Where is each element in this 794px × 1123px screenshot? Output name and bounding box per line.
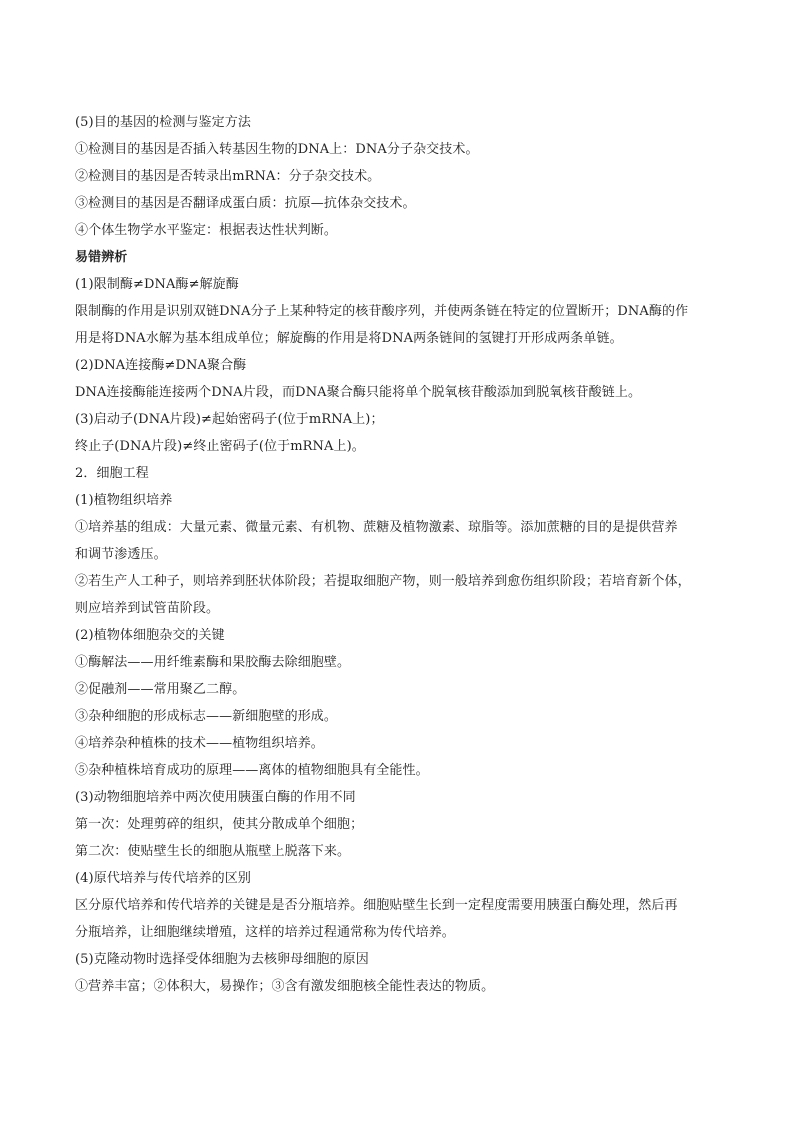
heading-error-analysis: 易错辨析 bbox=[75, 250, 128, 265]
text-line: ③杂种细胞的形成标志——新细胞壁的形成。 bbox=[75, 709, 338, 724]
text-line: ②促融剂——常用聚乙二醇。 bbox=[75, 682, 246, 697]
text-line: DNA连接酶能连接两个DNA片段，而DNA聚合酶只能将单个脱氧核苷酸添加到脱氧核苷酸链上。 bbox=[75, 385, 642, 400]
subheading: (2)植物体细胞杂交的关键 bbox=[75, 628, 225, 643]
text-line: 区分原代培养和传代培养的关键是是否分瓶培养。细胞贴壁生长到一定程度需要用胰蛋白酶处理，然后再 bbox=[75, 898, 678, 913]
text-line: ②检测目的基因是否转录出mRNA：分子杂交技术。 bbox=[75, 169, 381, 184]
text-line: ③检测目的基因是否翻译成蛋白质：抗原—抗体杂交技术。 bbox=[75, 196, 416, 211]
subheading: (1)限制酶≠DNA酶≠解旋酶 bbox=[75, 277, 239, 292]
subheading: (2)DNA连接酶≠DNA聚合酶 bbox=[75, 358, 247, 373]
text-line: ④个体生物学水平鉴定：根据表达性状判断。 bbox=[75, 223, 338, 238]
text-line: ①培养基的组成：大量元素、微量元素、有机物、蔗糖及植物激素、琼脂等。添加蔗糖的目的是提供营养 bbox=[75, 520, 678, 535]
text-line: ⑤杂种植株培育成功的原理——离体的植物细胞具有全能性。 bbox=[75, 763, 429, 778]
text-line: 和调节渗透压。 bbox=[75, 547, 167, 562]
text-line: 第一次：处理剪碎的组织，使其分散成单个细胞； bbox=[75, 817, 364, 832]
document-page bbox=[75, 109, 725, 1000]
text-line: ①检测目的基因是否插入转基因生物的DNA上：DNA分子杂交技术。 bbox=[75, 142, 479, 157]
subheading: (1)植物组织培养 bbox=[75, 493, 173, 508]
subheading: (4)原代培养与传代培养的区别 bbox=[75, 871, 251, 886]
subheading: (3)动物细胞培养中两次使用胰蛋白酶的作用不同 bbox=[75, 790, 356, 805]
text-line: ④培养杂种植株的技术——植物组织培养。 bbox=[75, 736, 324, 751]
text-line: 终止子(DNA片段)≠终止密码子(位于mRNA上)。 bbox=[75, 439, 365, 454]
text-line: ①营养丰富；②体积大，易操作；③含有激发细胞核全能性表达的物质。 bbox=[75, 979, 495, 994]
text-line: 则应培养到试管苗阶段。 bbox=[75, 601, 220, 616]
text-line: ②若生产人工种子，则培养到胚状体阶段；若提取细胞产物，则一般培养到愈伤组织阶段；若培育新个体， bbox=[75, 574, 691, 589]
text-line: 用是将DNA水解为基本组成单位；解旋酶的作用是将DNA两条链间的氢键打开形成两条单链。 bbox=[75, 331, 623, 346]
section-title-gene-detection: (5)目的基因的检测与鉴定方法 bbox=[75, 115, 251, 130]
subheading: (5)克隆动物时选择受体细胞为去核卵母细胞的原因 bbox=[75, 952, 369, 967]
section-title-cell-engineering: 2．细胞工程 bbox=[75, 466, 149, 481]
subheading: (3)启动子(DNA片段)≠起始密码子(位于mRNA上)； bbox=[75, 412, 384, 427]
text-line: 第二次：使贴壁生长的细胞从瓶壁上脱落下来。 bbox=[75, 844, 351, 859]
text-line: 分瓶培养，让细胞继续增殖，这样的培养过程通常称为传代培养。 bbox=[75, 925, 455, 940]
text-line: 限制酶的作用是识别双链DNA分子上某种特定的核苷酸序列，并使两条链在特定的位置断开；DNA酶的作 bbox=[75, 304, 689, 319]
text-line: ①酶解法——用纤维素酶和果胶酶去除细胞壁。 bbox=[75, 655, 351, 670]
